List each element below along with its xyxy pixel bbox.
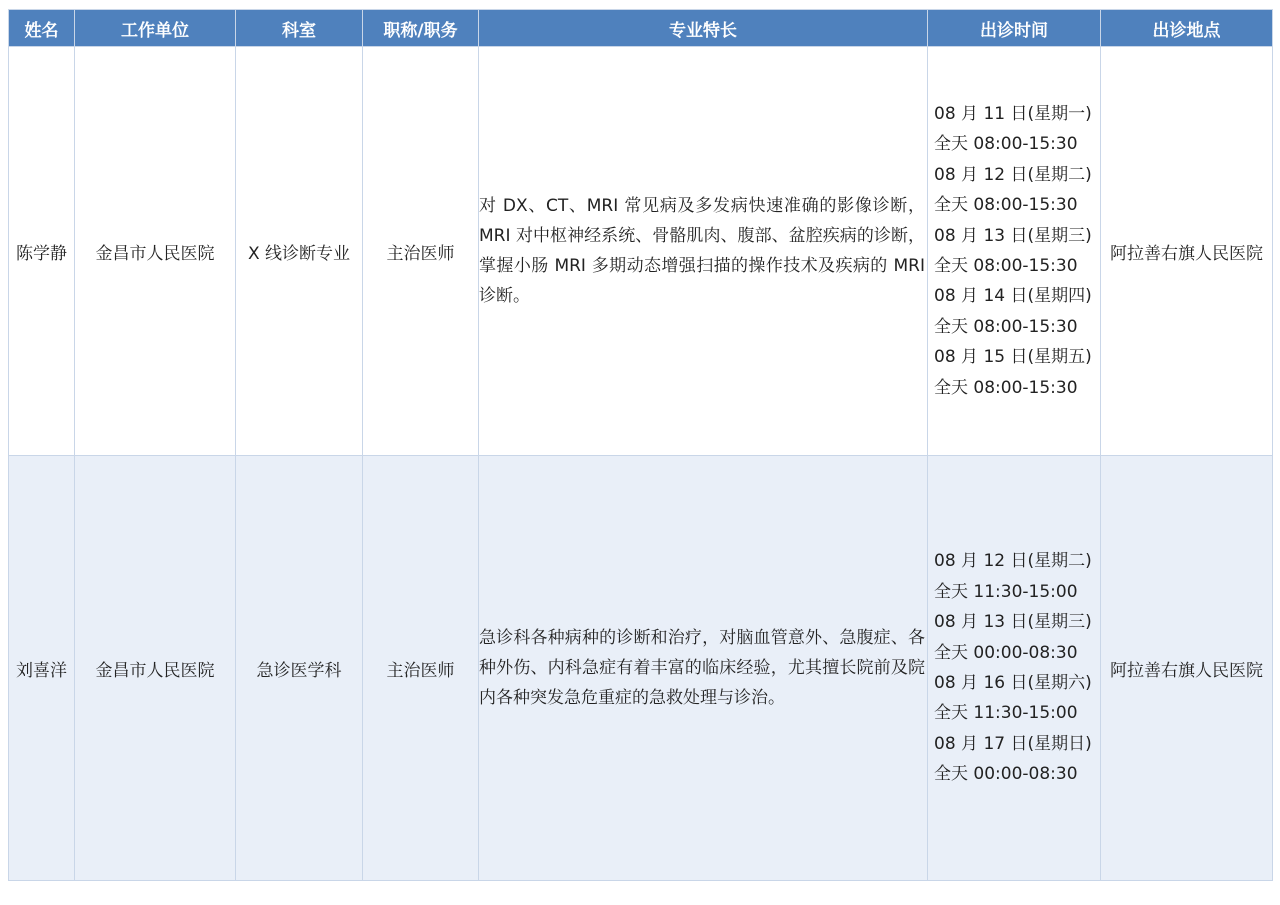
table-row (9, 47, 1273, 456)
time-slot: 全天 08:00-15:30 (934, 195, 1078, 216)
cell-location: 阿拉善右旗人民医院 (1101, 47, 1273, 456)
time-slot: 全天 08:00-15:30 (934, 134, 1078, 155)
time-slot: 全天 00:00-08:30 (934, 764, 1078, 785)
cell-name: 陈学静 (9, 47, 75, 456)
table-row (9, 456, 1273, 881)
header-unit: 工作单位 (75, 10, 236, 47)
time-slot: 全天 08:00-15:30 (934, 377, 1078, 398)
time-slot: 08 月 12 日(星期二) (934, 551, 1092, 572)
cell-specialty: 对 DX、CT、MRI 常见病及多发病快速准确的影像诊断，MRI 对中枢神经系统、骨骼肌肉、腹部、盆腔疾病的诊断，掌握小肠 MRI 多期动态增强扫描的操作技术及疾病的 MRI 诊断。 (479, 47, 928, 456)
schedule-table (8, 9, 1273, 881)
cell-specialty: 急诊科各种病种的诊断和治疗，对脑血管意外、急腹症、各种外伤、内科急症有着丰富的临床经验，尤其擅长院前及院内各种突发急危重症的急救处理与诊治。 (479, 456, 928, 881)
header-location: 出诊地点 (1101, 10, 1273, 47)
time-slot: 08 月 15 日(星期五) (934, 347, 1092, 368)
time-slot: 全天 11:30-15:00 (934, 703, 1078, 724)
time-slot: 全天 11:30-15:00 (934, 581, 1078, 602)
cell-times (928, 47, 1101, 456)
cell-times (928, 456, 1101, 881)
cell-unit: 金昌市人民医院 (75, 47, 236, 456)
time-slot: 08 月 16 日(星期六) (934, 673, 1092, 693)
header-name: 姓名 (9, 10, 75, 47)
header-row (9, 10, 1273, 47)
time-slot: 全天 08:00-15:30 (934, 256, 1078, 276)
time-slot: 08 月 17 日(星期日) (934, 733, 1092, 754)
time-slot: 全天 08:00-15:30 (934, 316, 1078, 337)
header-dept: 科室 (236, 10, 363, 47)
schedule-table-container (8, 9, 1273, 881)
header-title: 职称/职务 (363, 10, 479, 47)
header-times: 出诊时间 (928, 10, 1101, 47)
time-slot: 08 月 12 日(星期二) (934, 164, 1092, 185)
header-specialty: 专业特长 (479, 10, 928, 47)
time-slot: 08 月 11 日(星期一) (934, 103, 1092, 124)
cell-name: 刘喜洋 (9, 456, 75, 881)
cell-title: 主治医师 (363, 456, 479, 881)
cell-dept: X 线诊断专业 (236, 47, 363, 456)
time-slot: 全天 00:00-08:30 (934, 642, 1078, 663)
time-slot: 08 月 13 日(星期三) (934, 225, 1092, 246)
cell-title: 主治医师 (363, 47, 479, 456)
cell-unit: 金昌市人民医院 (75, 456, 236, 881)
cell-dept: 急诊医学科 (236, 456, 363, 881)
time-slot: 08 月 14 日(星期四) (934, 286, 1092, 307)
cell-location: 阿拉善右旗人民医院 (1101, 456, 1273, 881)
time-slot: 08 月 13 日(星期三) (934, 612, 1092, 633)
